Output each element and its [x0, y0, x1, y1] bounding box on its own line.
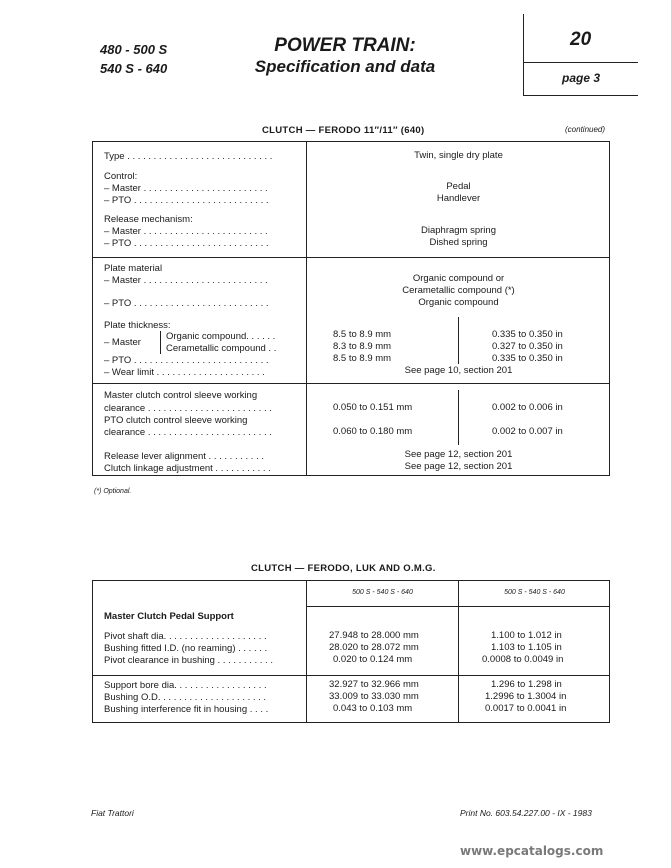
table2-row-mm: 27.948 to 28.000 mm: [329, 630, 419, 641]
release-label: Release mechanism:: [104, 214, 193, 225]
sleeve-pto-in: 0.002 to 0.007 in: [492, 426, 563, 437]
table2-title: CLUTCH — FERODO, LUK AND O.M.G.: [251, 563, 436, 574]
table2-row-label: Bushing interference fit in housing . . . .: [104, 704, 269, 715]
table2-row-label: Bushing fitted I.D. (no reaming) . . . . . .: [104, 643, 268, 654]
footer-print-number: Print No. 603.54.227.00 - IX - 1983: [460, 808, 592, 818]
plate-material-label: Plate material: [104, 263, 163, 274]
control-pto-label: – PTO . . . . . . . . . . . . . . . . . . . . . . . . . .: [104, 195, 269, 206]
sleeve-pto-mm: 0.060 to 0.180 mm: [333, 426, 413, 437]
release-master-value: Diaphragm spring: [421, 225, 496, 236]
wear-label: – Wear limit . . . . . . . . . . . . . . . . . . . . .: [104, 367, 265, 378]
table2-row-label: Pivot clearance in bushing . . . . . . . . . . .: [104, 655, 273, 666]
release-pto-label: – PTO . . . . . . . . . . . . . . . . . . . . . . . . . .: [104, 238, 269, 249]
thick-master-label: – Master: [104, 337, 141, 348]
thick-organic-in: 0.335 to 0.350 in: [492, 329, 563, 340]
header-bottom-rule: [523, 95, 638, 96]
table2-row-label: Pivot shaft dia. . . . . . . . . . . . . . . . . . . .: [104, 631, 267, 642]
thick-ceramet-label: Cerametallic compound . .: [166, 343, 277, 354]
control-pto-value: Handlever: [436, 193, 481, 204]
sleeve-master-in: 0.002 to 0.006 in: [492, 402, 563, 413]
thick-pto-label: – PTO . . . . . . . . . . . . . . . . . . . . . . . . . .: [104, 355, 269, 366]
continued-note: (continued): [565, 125, 606, 134]
release-master-label: – Master . . . . . . . . . . . . . . . . . . . . . . . .: [104, 226, 268, 237]
plate-master-label: – Master . . . . . . . . . . . . . . . . . . . . . . . .: [104, 275, 268, 286]
table2-row-label: Bushing O.D. . . . . . . . . . . . . . . . . . . . .: [104, 692, 267, 703]
sleeve-pto-label-1: PTO clutch control sleeve working: [104, 415, 248, 426]
linkage-value: See page 12, section 201: [404, 461, 513, 472]
watermark-link[interactable]: www.epcatalogs.com: [460, 844, 604, 858]
sleeve-master-mm: 0.050 to 0.151 mm: [333, 402, 413, 413]
thick-organic-mm: 8.5 to 8.9 mm: [333, 329, 392, 340]
page-subtitle: Specification and data: [254, 57, 436, 76]
thick-organic-label: Organic compound. . . . . .: [166, 331, 276, 342]
table2-header-rule: [306, 606, 610, 607]
thick-ceramet-mm: 8.3 to 8.9 mm: [333, 341, 392, 352]
table2-row-in: 1.296 to 1.298 in: [491, 679, 562, 690]
model-line-1: 480 - 500 S: [100, 42, 168, 57]
table2-row-divider: [92, 675, 610, 676]
thick-pto-in: 0.335 to 0.350 in: [492, 353, 563, 364]
table2-row-mm: 28.020 to 28.072 mm: [329, 642, 419, 653]
model-line-2: 540 S - 640: [100, 61, 168, 76]
table2-row-mm: 0.043 to 0.103 mm: [333, 703, 413, 714]
thick-pto-mm: 8.5 to 8.9 mm: [333, 353, 392, 364]
table1-row-divider-1: [92, 257, 610, 258]
table1-row-divider-2: [92, 383, 610, 384]
table1-title: CLUTCH — FERODO 11″/11″ (640): [262, 125, 425, 136]
thick-ceramet-in: 0.327 to 0.350 in: [492, 341, 563, 352]
type-value: Twin, single dry plate: [414, 150, 503, 161]
table2-row-in: 1.2996 to 1.3004 in: [485, 691, 567, 702]
table2-col-divider: [306, 580, 307, 723]
plate-pto-label: – PTO . . . . . . . . . . . . . . . . . . . . . . . . . .: [104, 298, 269, 309]
type-label: Type . . . . . . . . . . . . . . . . . . . . . . . . . . . .: [104, 151, 273, 162]
table2-row-mm: 32.927 to 32.966 mm: [329, 679, 419, 690]
control-master-label: – Master . . . . . . . . . . . . . . . . . . . . . . . .: [104, 183, 268, 194]
table2-unit-divider: [458, 580, 459, 723]
table2-col-header-mm: 500 S - 540 S - 640: [352, 589, 413, 596]
footnote: (*) Optional.: [94, 488, 132, 495]
table2-row-mm: 0.020 to 0.124 mm: [333, 654, 413, 665]
release-pto-value: Dished spring: [429, 237, 488, 248]
sleeve-master-label-1: Master clutch control sleeve working: [104, 390, 258, 401]
control-master-value: Pedal: [446, 181, 471, 192]
header-divider: [523, 14, 524, 96]
plate-master-value-1: Organic compound or: [412, 273, 505, 284]
header-mid-rule: [523, 62, 638, 63]
footer-left: Fiat Trattori: [91, 808, 134, 818]
table2-row-in: 0.0017 to 0.0041 in: [485, 703, 567, 714]
table2-row-in: 1.100 to 1.012 in: [491, 630, 562, 641]
table2-row-in: 0.0008 to 0.0049 in: [482, 654, 564, 665]
table2-row-mm: 33.009 to 33.030 mm: [329, 691, 419, 702]
wear-value: See page 10, section 201: [404, 365, 513, 376]
plate-master-value-2: Cerametallic compound (*): [402, 285, 515, 296]
page-label: page 3: [562, 71, 601, 85]
table2-group-title: Master Clutch Pedal Support: [104, 611, 234, 622]
plate-pto-value: Organic compound: [418, 297, 499, 308]
table2-row-label: Support bore dia. . . . . . . . . . . . . . . . . .: [104, 680, 267, 691]
brace-mark: [160, 331, 161, 354]
linkage-label: Clutch linkage adjustment . . . . . . . . . . .: [104, 463, 271, 474]
thickness-label: Plate thickness:: [104, 320, 171, 331]
table2-row-in: 1.103 to 1.105 in: [491, 642, 562, 653]
control-label: Control:: [104, 171, 138, 182]
table1-unit-divider-1: [458, 317, 459, 364]
page-title: POWER TRAIN:: [274, 35, 416, 56]
sleeve-pto-label-2: clearance . . . . . . . . . . . . . . . . . . . . . . . .: [104, 427, 272, 438]
lever-value: See page 12, section 201: [404, 449, 513, 460]
sleeve-master-label-2: clearance . . . . . . . . . . . . . . . . . . . . . . . .: [104, 403, 272, 414]
section-number: 20: [570, 29, 592, 50]
table2-col-header-in: 500 S - 540 S - 640: [504, 589, 565, 596]
table1-unit-divider-2: [458, 390, 459, 445]
lever-label: Release lever alignment . . . . . . . . . . .: [104, 451, 264, 462]
